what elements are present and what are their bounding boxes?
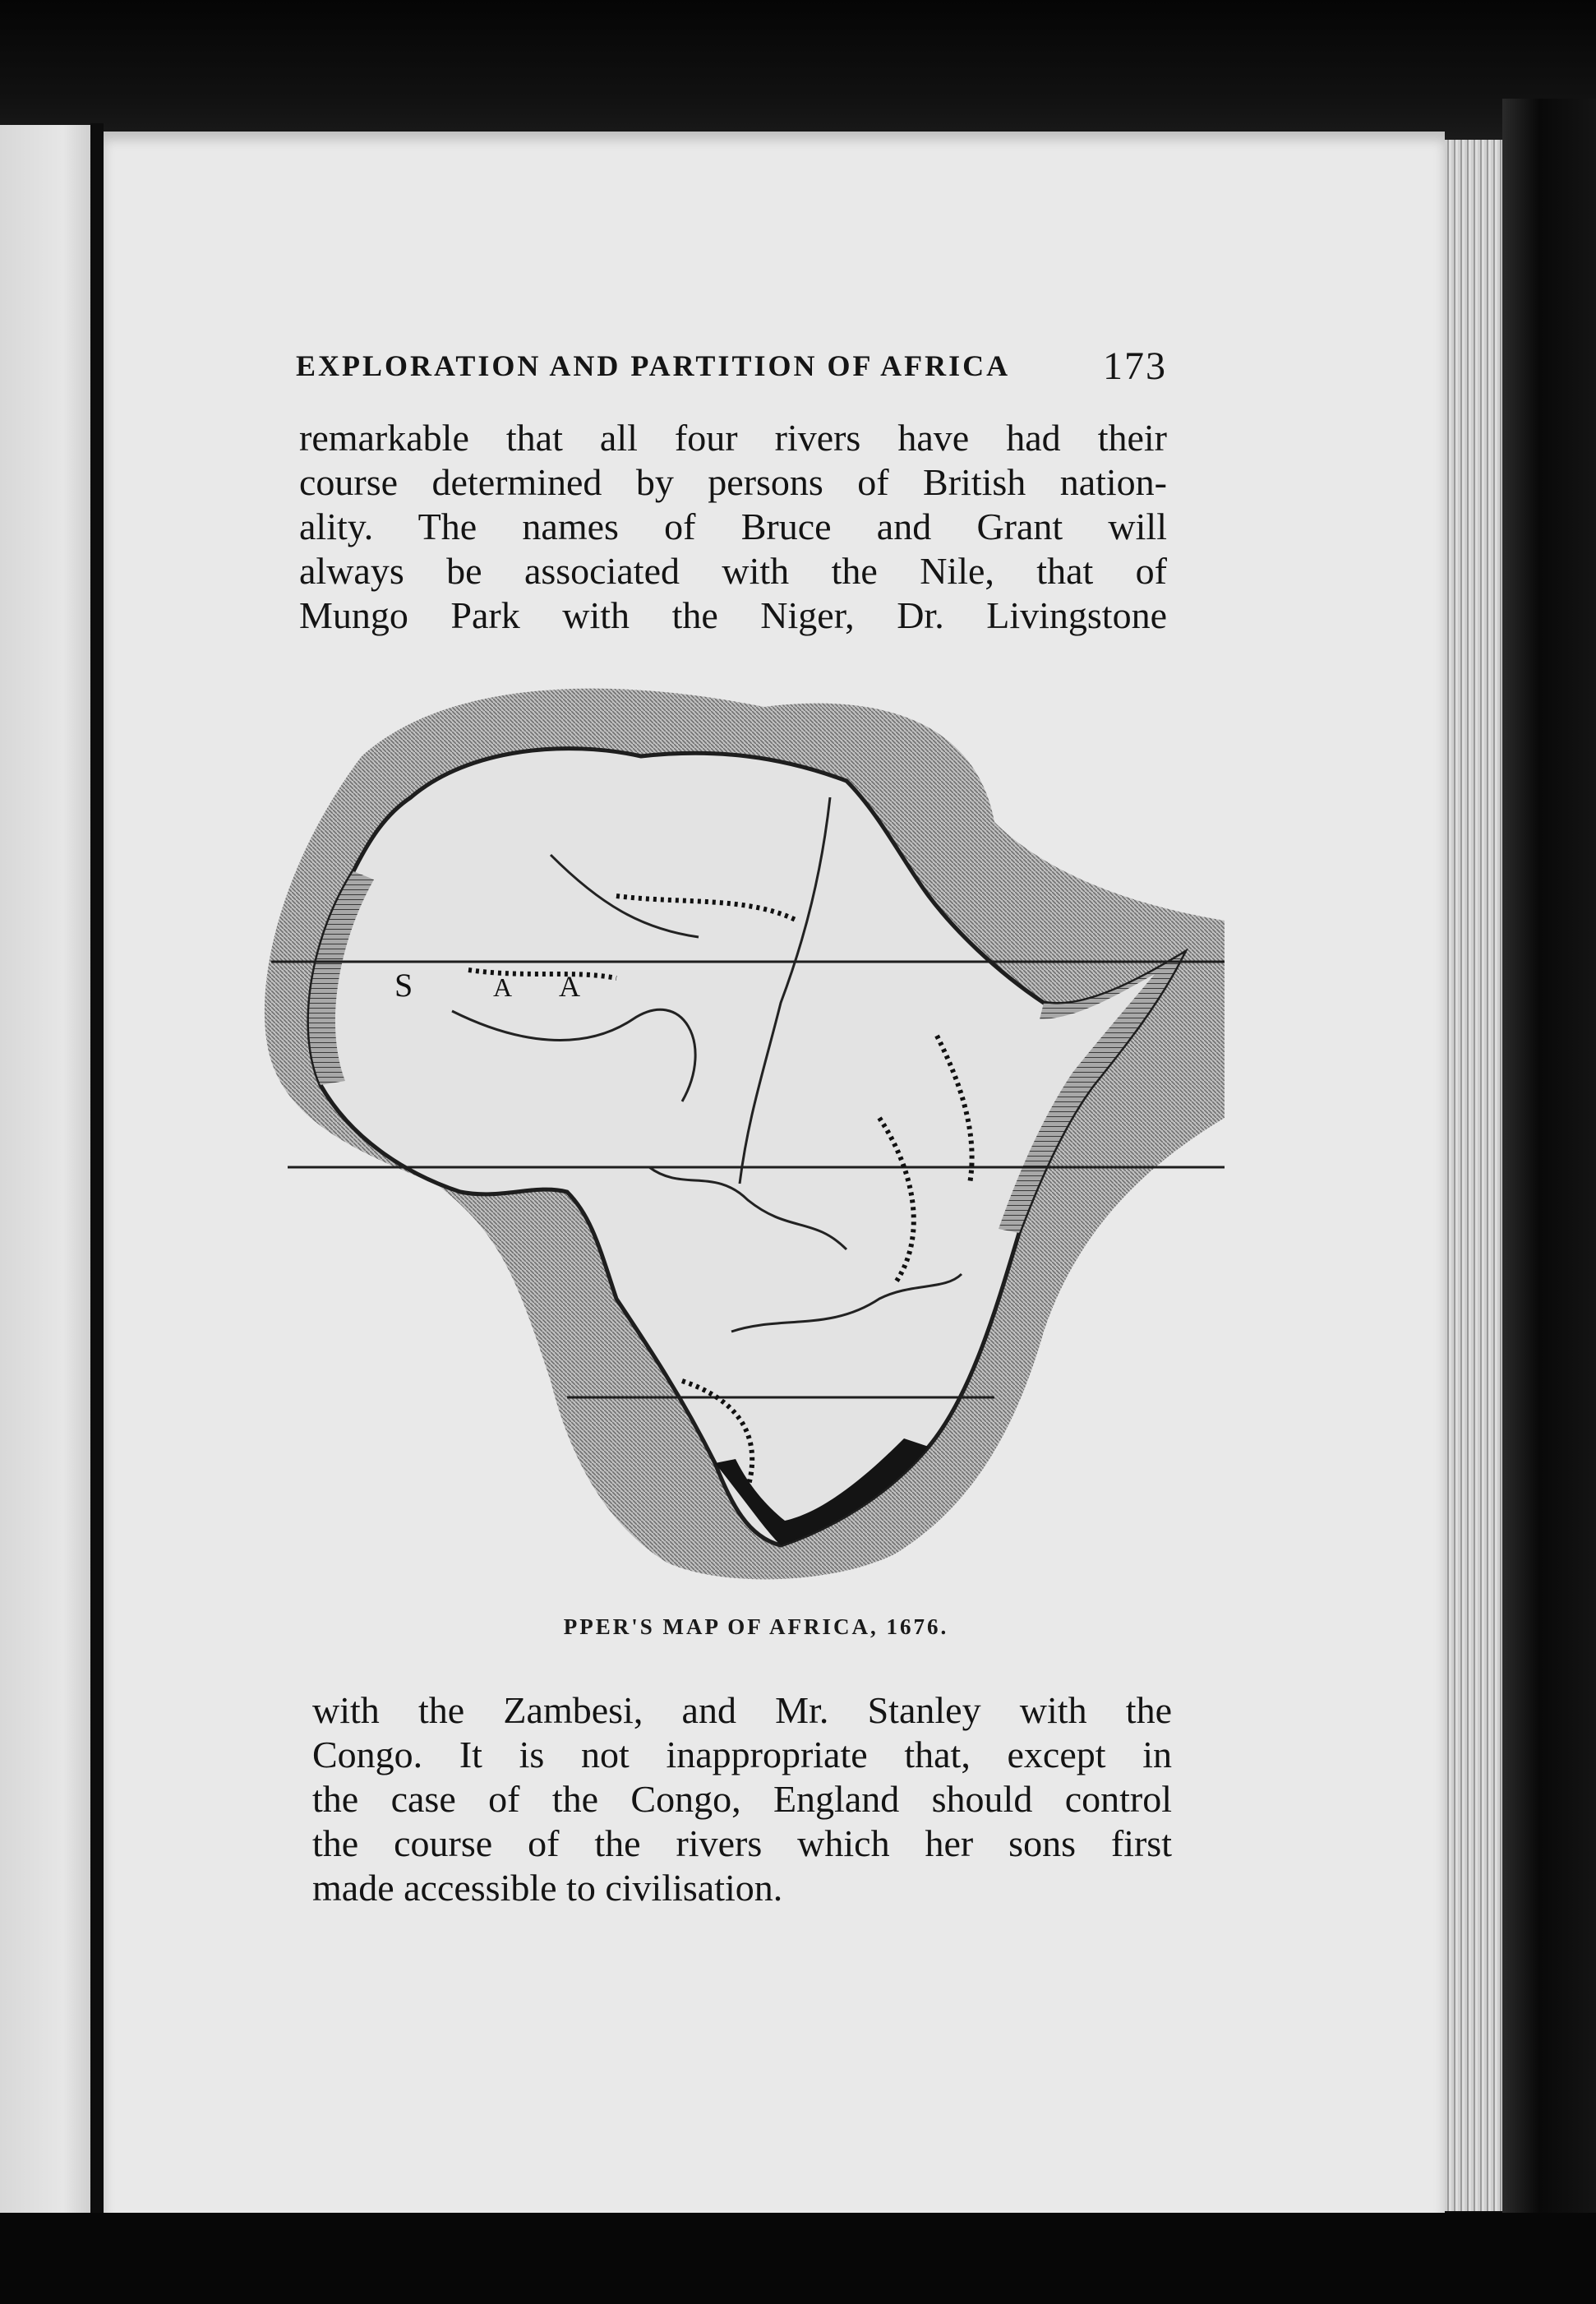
text-line: always be associated with the Nile, that of bbox=[299, 550, 1167, 592]
text-line: remarkable that all four rivers have had their bbox=[299, 417, 1167, 459]
text-line: made accessible to civilisation. bbox=[312, 1867, 783, 1909]
running-title: EXPLORATION AND PARTITION OF AFRICA bbox=[296, 349, 1011, 382]
text-line: with the Zambesi, and Mr. Stanley with the bbox=[312, 1689, 1172, 1731]
figure-caption: PPER'S MAP OF AFRICA, 1676. bbox=[563, 1614, 949, 1639]
map-label: A bbox=[493, 972, 513, 1002]
text-line: the course of the rivers which her sons first bbox=[312, 1822, 1172, 1864]
text-line: course determined by persons of British nation- bbox=[299, 461, 1167, 503]
africa-map-figure bbox=[255, 658, 1225, 1586]
body-paragraph-top bbox=[299, 416, 1167, 638]
text-line: Congo. It is not inappropriate that, except in bbox=[312, 1734, 1172, 1775]
map-label: A bbox=[559, 970, 580, 1003]
facing-page-edge bbox=[0, 125, 90, 2213]
scan-background-bottom bbox=[0, 2213, 1596, 2304]
africa-map-illustration bbox=[255, 658, 1225, 1586]
scan-background-top bbox=[0, 0, 1596, 140]
body-paragraph-bottom bbox=[312, 1688, 1172, 1910]
text-line: the case of the Congo, England should control bbox=[312, 1778, 1172, 1820]
page-block-edge bbox=[1445, 140, 1502, 2211]
text-line: ality. The names of Bruce and Grant will bbox=[299, 506, 1167, 547]
page-number: 173 bbox=[1103, 344, 1167, 388]
text-line: Mungo Park with the Niger, Dr. Livingstone bbox=[299, 594, 1167, 636]
map-label: S bbox=[394, 967, 413, 1004]
book-spine bbox=[1502, 99, 1596, 2304]
running-head bbox=[296, 344, 1167, 390]
book-gutter bbox=[90, 123, 104, 2215]
